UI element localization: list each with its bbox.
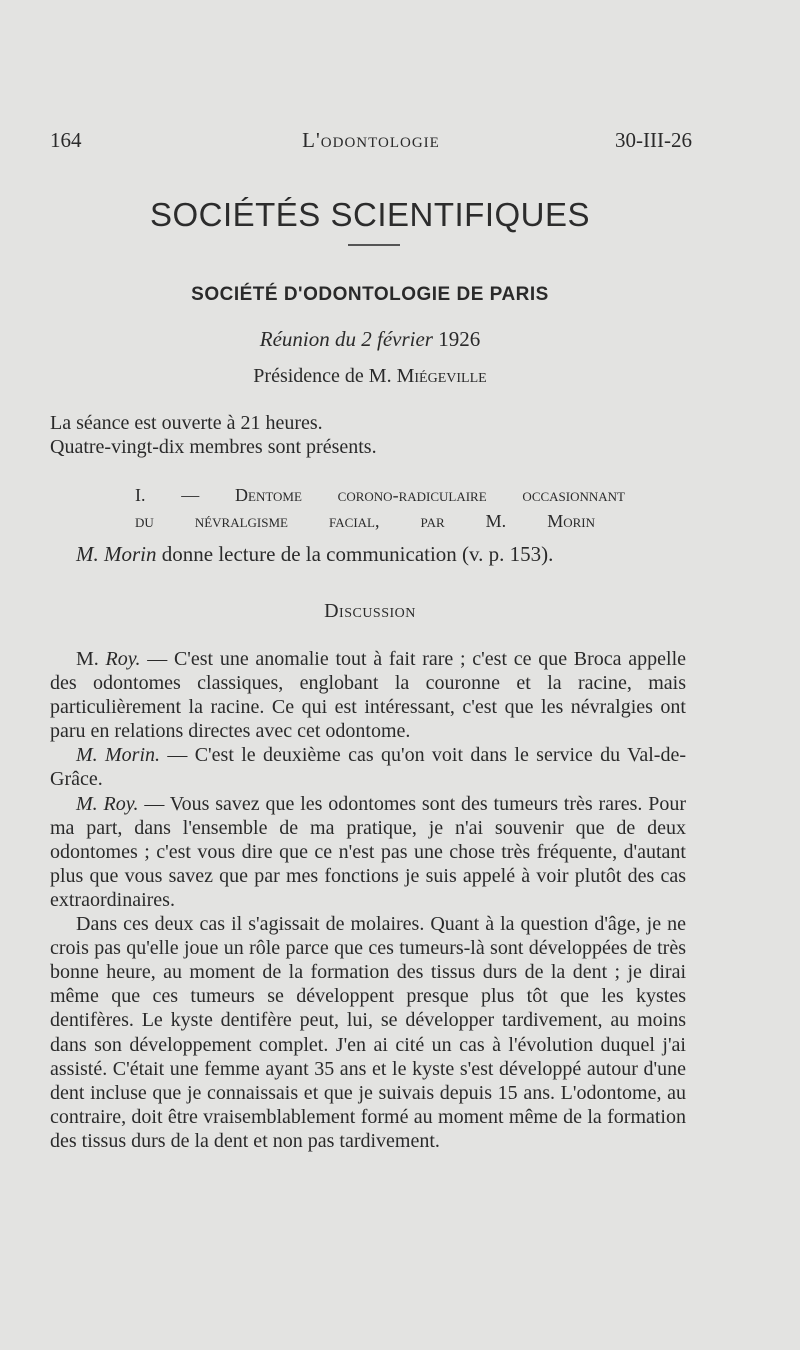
speaker: M. Roy. — [76, 792, 139, 815]
section-heading-line-2: du névralgisme facial, par M. Morin — [135, 511, 595, 531]
page-title: SOCIÉTÉS SCIENTIFIQUES — [149, 196, 591, 233]
opening-line-1: La séance est ouverte à 21 heures. — [50, 412, 323, 434]
presidence — [0, 365, 740, 388]
title-divider — [348, 244, 400, 246]
communication-text: donne lecture de la communication (v. p. 153). — [161, 542, 554, 566]
paragraph — [50, 647, 686, 743]
page-number: 164 — [50, 128, 82, 152]
paragraph-text: — C'est le deuxième cas qu'on voit dans le service du Val-de-Grâce. — [50, 744, 686, 791]
paragraph-text: Dans ces deux cas il s'agissait de molaires. Quant à la question d'âge, je ne crois pas qu'elle joue un rôle parce que ces tumeurs-là sont développées de très bonne heure, au moment de la formation des tissus durs de la dent ; je dirai même que ces tumeurs se développent presque plus tôt que les kystes dentifères. Le kyste dentifère peut, lui, se développer tardivement, au moins dans son développement complet. J'en ai cité un cas à l'évolution duquel j'ai assisté. C'était une femme ayant 35 ans et le kyste s'est développé autour d'une dent incluse que je connaissais et que je suivais depuis 15 ans. L'odontome, au contraire, doit être vraisemblablement formé au moment même de la formation des tissus durs de la dent et non pas tardivement. — [50, 913, 686, 1152]
speaker: Roy. — [105, 648, 141, 670]
section-heading — [135, 482, 625, 534]
paragraph — [50, 912, 686, 1153]
discussion-body — [50, 647, 686, 1153]
speaker-prefix: M. — [76, 648, 106, 670]
meeting-date-prefix: Réunion du 2 février — [259, 327, 433, 351]
presidence-text: Présidence de M. — [253, 365, 392, 387]
opening-line-2: Quatre-vingt-dix membres sont présents. — [50, 436, 377, 458]
meeting-year: 1926 — [438, 327, 481, 351]
communication-line — [76, 542, 553, 567]
communication-speaker: M. Morin — [76, 542, 157, 566]
issue-date: 30-III-26 — [615, 128, 692, 152]
journal-title: L'odontologie — [302, 128, 440, 152]
section-heading-line-1: I. — Dentome corono-radiculaire occasionnant — [135, 485, 625, 505]
paragraph — [50, 792, 686, 912]
paragraph — [50, 743, 686, 791]
paragraph-text: — C'est une anomalie tout à fait rare ; c'est ce que Broca appelle des odontomes classiques, englobant la couronne et la racine, mais particulièrement la racine. Ce qui est intéressant, c'est que les névralgies ont paru en relations directes avec cet odontome. — [50, 648, 686, 743]
president-name: Miégeville — [396, 365, 487, 387]
speaker: M. Morin. — [76, 744, 161, 767]
paragraph-text: — Vous savez que les odontomes sont des tumeurs très rares. Pour ma part, dans l'ensemble de ma pratique, je n'ai souvenir que de deux odontomes ; c'est vous dire que ce n'est pas une chose très fréquente, d'autant plus que vous savez que par mes fonctions je suis appelé à voir plutôt des cas extraordinaires. — [50, 792, 686, 911]
discussion-heading: Discussion — [324, 600, 416, 622]
meeting-date — [0, 327, 740, 352]
society-title: SOCIÉTÉ D'ODONTOLOGIE DE PARIS — [191, 284, 549, 305]
